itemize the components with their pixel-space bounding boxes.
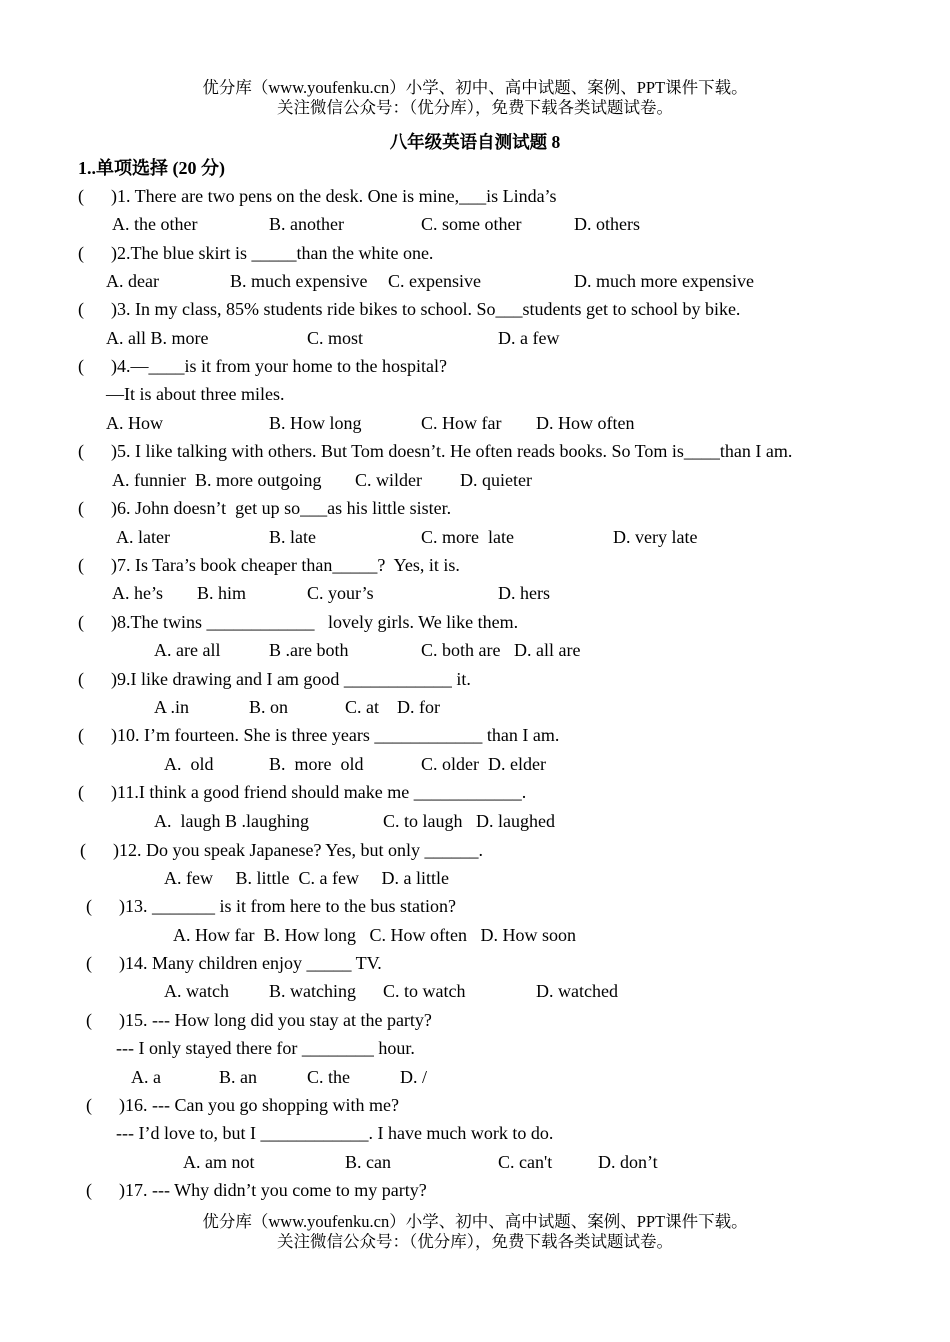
- option-6b: B. late: [269, 527, 316, 547]
- question-12: ( )12. Do you speak Japanese? Yes, but only ______.: [80, 840, 483, 860]
- option-4c: C. How far: [421, 413, 502, 433]
- option-7d: D. hers: [498, 583, 550, 603]
- option-3d: D. a few: [498, 328, 560, 348]
- question-5: ( )5. I like talking with others. But Tom doesn’t. He often reads books. So Tom is____than I am.: [78, 441, 793, 461]
- option-2a: A. dear: [106, 271, 159, 291]
- question-3: ( )3. In my class, 85% students ride bikes to school. So___students get to school by bike.: [78, 299, 741, 319]
- option-16c: C. can't: [498, 1152, 553, 1172]
- option-3ab: A. all B. more: [106, 328, 209, 348]
- question-16-reply: --- I’d love to, but I ____________. I have much work to do.: [116, 1123, 554, 1143]
- option-2d: D. much more expensive: [574, 271, 754, 291]
- option-9b: B. on: [249, 697, 289, 717]
- option-2b: B. much expensive: [230, 271, 368, 291]
- question-4: ( )4.—____is it from your home to the hospital?: [78, 356, 447, 376]
- option-10a: A. old: [164, 754, 214, 774]
- question-14: ( )14. Many children enjoy _____ TV.: [86, 953, 382, 973]
- section-heading: 1..单项选择 (20 分): [78, 158, 225, 178]
- question-8: ( )8.The twins ____________ lovely girls. We like them.: [78, 612, 519, 632]
- option-14b: B. watching: [269, 981, 356, 1001]
- option-15d: D. /: [400, 1067, 427, 1087]
- option-9a: A .in: [154, 697, 190, 717]
- option-7c: C. your’s: [307, 583, 374, 603]
- option-14c: C. to watch: [383, 981, 466, 1001]
- option-3c: C. most: [307, 328, 364, 348]
- question-11: ( )11.I think a good friend should make me ____________.: [78, 782, 527, 802]
- question-13: ( )13. _______ is it from here to the bus station?: [86, 896, 456, 916]
- question-17: ( )17. --- Why didn’t you come to my party?: [86, 1180, 427, 1200]
- option-10b: B. more old: [269, 754, 364, 774]
- header-line-1: 优分库（www.youfenku.cn）小学、初中、高中试题、案例、PPT课件下载。: [202, 78, 748, 97]
- page-title: 八年级英语自测试题 8: [389, 132, 561, 152]
- option-8cd: C. both are D. all are: [421, 640, 581, 660]
- option-15b: B. an: [219, 1067, 257, 1087]
- option-9cd: C. at D. for: [345, 697, 440, 717]
- question-16: ( )16. --- Can you go shopping with me?: [86, 1095, 399, 1115]
- question-7: ( )7. Is Tara’s book cheaper than_____? Yes, it is.: [78, 555, 460, 575]
- option-5d: D. quieter: [460, 470, 532, 490]
- option-2c: C. expensive: [388, 271, 481, 291]
- option-6c: C. more late: [421, 527, 514, 547]
- question-15-reply: --- I only stayed there for ________ hour.: [116, 1038, 415, 1058]
- option-4a: A. How: [106, 413, 163, 433]
- option-4d: D. How often: [536, 413, 635, 433]
- option-12: A. few B. little C. a few D. a little: [164, 868, 449, 888]
- option-6a: A. later: [116, 527, 170, 547]
- question-9: ( )9.I like drawing and I am good ____________ it.: [78, 669, 471, 689]
- question-2: ( )2.The blue skirt is _____than the white one.: [78, 243, 434, 263]
- option-1d: D. others: [574, 214, 640, 234]
- option-16d: D. don’t: [598, 1152, 658, 1172]
- option-6d: D. very late: [613, 527, 698, 547]
- question-4-reply: —It is about three miles.: [106, 384, 285, 404]
- option-1b: B. another: [269, 214, 344, 234]
- option-7a: A. he’s: [112, 583, 163, 603]
- option-10cd: C. older D. elder: [421, 754, 546, 774]
- option-4b: B. How long: [269, 413, 362, 433]
- option-15a: A. a: [131, 1067, 161, 1087]
- option-15c: C. the: [307, 1067, 350, 1087]
- option-13: A. How far B. How long C. How often D. How soon: [173, 925, 576, 945]
- option-5c: C. wilder: [355, 470, 422, 490]
- option-11cd: C. to laugh D. laughed: [383, 811, 555, 831]
- question-1: ( )1. There are two pens on the desk. One is mine,___is Linda’s: [78, 186, 557, 206]
- footer-line-2: 关注微信公众号：（优分库），免费下载各类试题试卷。: [277, 1232, 673, 1251]
- footer-line-1: 优分库（www.youfenku.cn）小学、初中、高中试题、案例、PPT课件下载。: [202, 1212, 748, 1231]
- option-16b: B. can: [345, 1152, 391, 1172]
- question-15: ( )15. --- How long did you stay at the party?: [86, 1010, 432, 1030]
- option-5ab: A. funnier B. more outgoing: [112, 470, 322, 490]
- option-16a: A. am not: [183, 1152, 255, 1172]
- option-14a: A. watch: [164, 981, 229, 1001]
- option-1c: C. some other: [421, 214, 522, 234]
- option-14d: D. watched: [536, 981, 618, 1001]
- header-line-2: 关注微信公众号：（优分库），免费下载各类试题试卷。: [277, 98, 673, 117]
- question-6: ( )6. John doesn’t get up so___as his little sister.: [78, 498, 452, 518]
- option-11ab: A. laugh B .laughing: [154, 811, 309, 831]
- question-10: ( )10. I’m fourteen. She is three years ____________ than I am.: [78, 725, 560, 745]
- option-7b: B. him: [197, 583, 247, 603]
- option-1a: A. the other: [112, 214, 198, 234]
- option-8a: A. are all: [154, 640, 221, 660]
- option-8b: B .are both: [269, 640, 349, 660]
